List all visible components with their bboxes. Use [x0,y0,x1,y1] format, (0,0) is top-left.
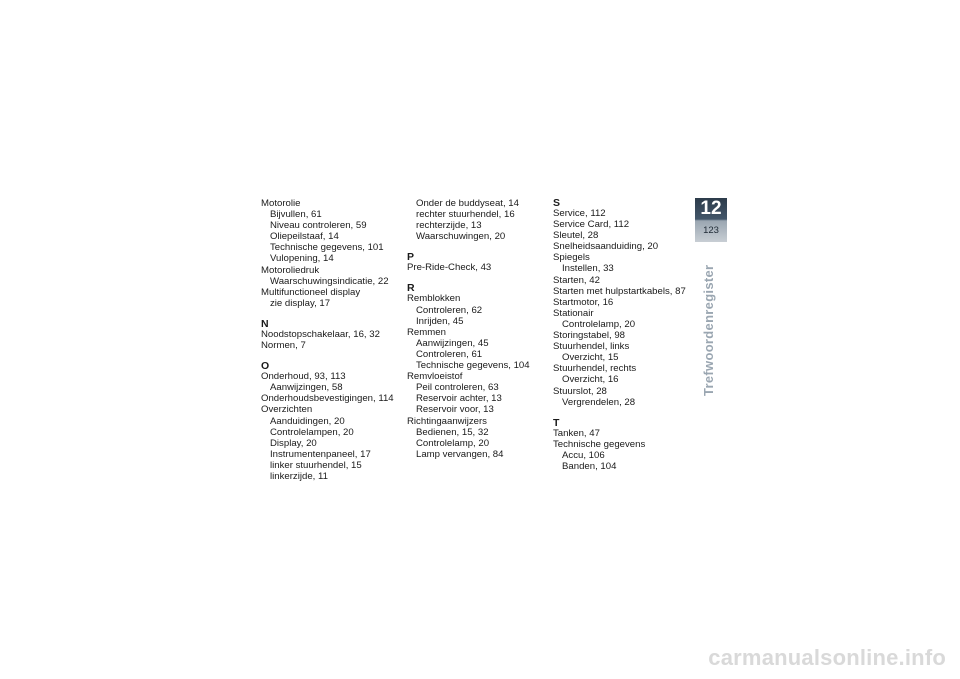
index-subentry: Reservoir achter, 13 [416,393,502,405]
index-subentry: Controlelampen, 20 [270,426,354,438]
index-letter-heading: R [407,282,415,295]
page-number: 123 [703,225,719,236]
index-letter-heading: T [553,416,560,429]
index-subentry: Aanduidingen, 20 [270,415,345,427]
index-subentry: Banden, 104 [562,460,617,472]
index-subentry: Aanwijzingen, 45 [416,337,489,349]
index-subentry: Controleren, 62 [416,304,483,316]
index-entry: Service Card, 112 [553,219,630,231]
index-entry: Sleutel, 28 [553,230,599,242]
index-letter-heading: O [261,360,270,373]
index-entry: Overzichten [261,404,313,416]
index-subentry: Controleren, 61 [416,348,483,360]
index-subentry: Controlelamp, 20 [562,318,636,330]
index-subentry: Oliepeilstaaf, 14 [270,231,339,243]
index-entry: Motoroliedruk [261,264,320,276]
index-entry: Tanken, 47 [553,427,600,439]
index-subentry: Technische gegevens, 101 [270,242,384,254]
index-entry: Stuurhendel, rechts [553,363,637,375]
index-entry: Noodstopschakelaar, 16, 32 [261,328,380,340]
index-subentry: Accu, 106 [562,449,605,461]
index-entry: Startmotor, 16 [553,296,614,308]
index-subentry: Lamp vervangen, 84 [416,448,504,460]
index-letter-heading: S [553,197,561,209]
index-entry: Remblokken [407,293,461,305]
index-subentry: rechterzijde, 13 [416,220,482,232]
index-subentry: Niveau controleren, 59 [270,220,367,232]
section-title: Trefwoordenregister [701,264,716,396]
index-entry: Pre-Ride-Check, 43 [407,262,492,274]
index-subentry: Instellen, 33 [562,263,614,275]
index-subentry: Waarschuwingsindicatie, 22 [270,275,389,287]
index-column-2 [407,198,547,460]
index-entry: Richtingaanwijzers [407,415,487,427]
index-subentry: linker stuurhendel, 15 [270,459,362,471]
index-entry: Starten met hulpstartkabels, 87 [553,285,686,297]
index-subentry: Waarschuwingen, 20 [416,231,506,243]
index-entry: Storingstabel, 98 [553,330,625,342]
index-subentry: Overzicht, 15 [562,352,619,364]
index-subentry: Instrumentenpaneel, 17 [270,448,371,460]
index-entry: Motorolie [261,198,301,209]
index-entry: Stuurslot, 28 [553,385,607,397]
index-subentry: Overzicht, 16 [562,374,619,386]
index-subentry: Aanwijzingen, 58 [270,382,343,394]
index-entry: Multifunctioneel display [261,286,361,298]
index-subentry: Reservoir voor, 13 [416,404,494,416]
index-entry: Onderhoudsbevestigingen, 114 [261,393,394,405]
index-subentry: Bedienen, 15, 32 [416,426,489,438]
index-subentry: Display, 20 [270,437,317,449]
index-entry: Normen, 7 [261,340,306,352]
chapter-number: 12 [700,198,722,219]
index-subentry: Inrijden, 45 [416,315,464,327]
index-entry: Starten, 42 [553,274,600,286]
chapter-tab [695,198,727,242]
index-entry: Technische gegevens [553,438,646,450]
index-subentry: Bijvullen, 61 [270,209,322,221]
index-column-3 [553,198,693,472]
index-subentry: rechter stuurhendel, 16 [416,209,515,221]
index-letter-heading: N [261,317,269,330]
index-entry: Remvloeistof [407,371,463,383]
index-subentry: Vergrendelen, 28 [562,396,636,408]
index-subentry: Peil controleren, 63 [416,382,499,394]
index-column-1 [261,198,401,482]
index-subentry: Onder de buddyseat, 14 [416,198,519,209]
index-subentry: linkerzijde, 11 [270,470,328,482]
index-entry: Stationair [553,307,594,319]
index-subentry: zie display, 17 [270,297,331,309]
index-subentry: Controlelamp, 20 [416,437,490,449]
index-entry: Spiegels [553,252,590,264]
index-entry: Service, 112 [553,208,606,219]
index-subentry: Vulopening, 14 [270,253,334,265]
index-entry: Snelheidsaanduiding, 20 [553,241,659,253]
index-entry: Stuurhendel, links [553,341,630,353]
index-letter-heading: P [407,251,415,264]
watermark[interactable]: carmanualsonline.info [708,645,946,670]
index-subentry: Technische gegevens, 104 [416,360,530,372]
index-entry: Remmen [407,326,446,338]
index-entry: Onderhoud, 93, 113 [261,371,346,383]
